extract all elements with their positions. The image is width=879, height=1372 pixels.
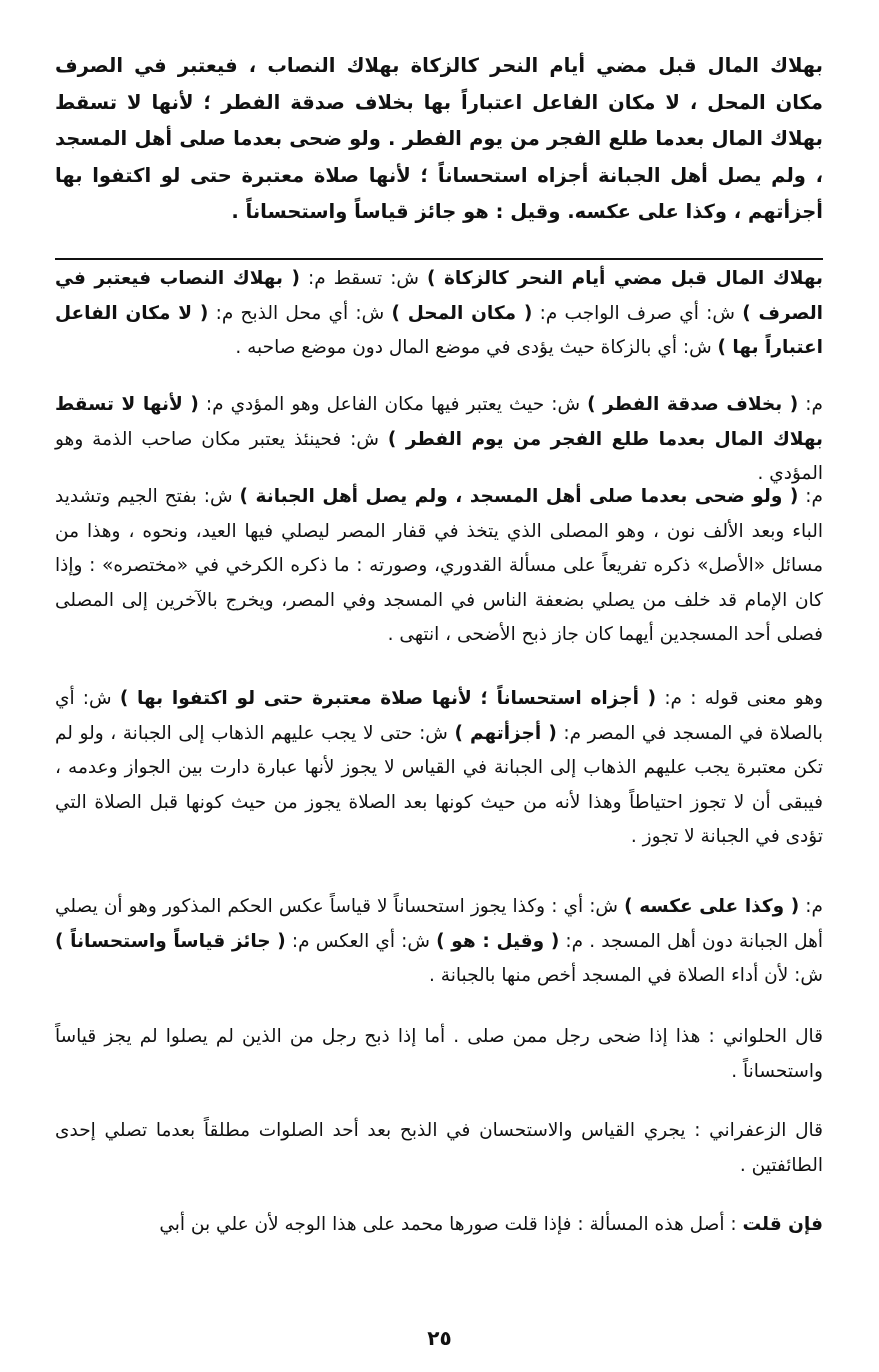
matn-quote: ( جائز قياساً واستحساناً ) xyxy=(55,930,286,952)
commentary-text: وهو معنى قوله : م: xyxy=(656,688,824,709)
commentary-text: ش: حيث يعتبر فيها مكان الفاعل وهو المؤدي م: xyxy=(198,394,588,415)
commentary-text: ش: أي صرف الواجب م: xyxy=(532,302,743,324)
matn-quote: ( أجزاه استحساناً ؛ لأنها صلاة معتبرة حتى لو اكتفوا بها ) xyxy=(119,688,657,709)
matn-quote: فإن قلت xyxy=(742,1214,823,1235)
commentary-text: ش: لأن أداء الصلاة في المسجد أخص منها بالجبانة . xyxy=(429,965,823,986)
commentary-text: قال الزعفراني : يجري القياس والاستحسان في الذبح بعد أحد الصلوات مطلقاً بعدما تصلي إحدى الطائفتين . xyxy=(55,1120,823,1176)
commentary-paragraph xyxy=(55,1114,823,1194)
commentary-text: قال الحلواني : هذا إذا ضحى رجل ممن صلى . أما إذا ذبح رجل من الذين لم يصلوا لم يجز قياساً واستحساناً . xyxy=(55,1026,823,1082)
page-body xyxy=(55,48,823,222)
commentary-text: ش: أي محل الذبح م: xyxy=(208,302,392,324)
page-number: ٢٥ xyxy=(427,1326,452,1350)
commentary-section xyxy=(55,262,823,1246)
commentary-text: م: xyxy=(798,394,823,415)
commentary-text: ش: حتى لا يجب عليهم الذهاب إلى الجبانة ، ولو لم تكن معتبرة يجب عليهم الذهاب إلى الجبانة في القياس لا يجوز لأنها عبارة دارت بين الجواز وعدمه ، فيبقى أن لا تجوز احتياطاً وهذا لأنه من حيث كونها بعد الصلاة يجوز من حيث كونها قبل الصلاة التي تؤدى في الجبانة لا تجوز . xyxy=(55,722,823,847)
commentary-paragraph xyxy=(55,682,823,872)
commentary-text: ش: أي : وكذا يجوز استحساناً لا قياساً عكس الحكم المذكور وهو أن يصلي أهل الجبانة دون أهل المسجد . م: xyxy=(55,896,823,952)
commentary-paragraph xyxy=(55,480,823,670)
commentary-paragraph xyxy=(55,1020,823,1100)
matn-quote: ( وكذا على عكسه ) xyxy=(624,896,800,917)
commentary-text: ش: بفتح الجيم وتشديد الباء وبعد الألف نون ، وهو المصلى الذي يتخذ في قفار المصر ليصلي فيها العيد، ونحوه ، وهذا من مسائل «الأصل» ذكره تفريعاً على مسألة القدوري، وصورته : ما ذكره الكرخي في «مختصره» : وإذا كان الإمام قد خلف من يصلي بضعفة الناس في المسجد وفي المصر، ويخرج بالآخرين إلى المصلى فصلى أحد المسجدين أيهما كان جاز ذبح الأضحى ، انتهى . xyxy=(55,486,823,645)
matn-quote: ( أجزأتهم ) xyxy=(454,722,557,744)
commentary-text: ش: أي بالصلاة في المسجد في المصر م: xyxy=(55,688,823,744)
matn-quote: بهلاك المال قبل مضي أيام النحر كالزكاة ) xyxy=(427,268,823,289)
commentary-paragraph xyxy=(55,1208,823,1246)
matn-quote: ( بهلاك النصاب فيعتبر في الصرف ) xyxy=(55,268,823,324)
matn-quote: ( مكان المحل ) xyxy=(391,302,533,324)
commentary-paragraph xyxy=(55,890,823,1006)
matn-quote: ( ولو ضحى بعدما صلى أهل المسجد ، ولم يصل أهل الجبانة ) xyxy=(239,486,799,507)
commentary-paragraph xyxy=(55,262,823,376)
matn-quote: ( وقيل : هو ) xyxy=(436,930,560,952)
commentary-text: ش: فحينئذ يعتبر مكان صاحب الذمة وهو المؤدي . xyxy=(55,428,823,484)
commentary-text: ش: أي العكس م: xyxy=(285,930,437,952)
matn-quote: ( لا مكان الفاعل اعتباراً بها ) xyxy=(55,302,823,358)
commentary-text: م: xyxy=(798,486,823,507)
matn-quote: ( بخلاف صدقة الفطر ) xyxy=(587,394,799,415)
commentary-text: ش: أي بالزكاة حيث يؤدى في موضع المال دون موضع صاحبه . xyxy=(235,337,718,358)
matn-quote: ( لأنها لا تسقط بهلاك المال بعدما طلع الفجر من يوم الفطر ) xyxy=(55,394,823,450)
footnote-divider xyxy=(55,258,823,260)
commentary-paragraph xyxy=(55,388,823,484)
matn-text: بهلاك المال قبل مضي أيام النحر كالزكاة بهلاك النصاب ، فيعتبر في الصرف مكان المحل ، لا مكان الفاعل اعتباراً بها بخلاف صدقة الفطر ؛ لأنها لا تسقط بهلاك المال بعدما طلع الفجر من يوم الفطر . ولو ضحى بعدما صلى أهل المسجد ، ولم يصل أهل الجبانة أجزاه استحساناً ؛ لأنها صلاة معتبرة حتى لو اكتفوا بها أجزأتهم ، وكذا على عكسه. وقيل : هو جائز قياساً واستحساناً . xyxy=(55,54,823,223)
commentary-text: م: xyxy=(799,896,823,917)
commentary-text: : أصل هذه المسألة : فإذا قلت صورها محمد على هذا الوجه لأن علي بن أبي xyxy=(159,1214,743,1235)
commentary-text: ش: تسقط م: xyxy=(299,268,427,289)
